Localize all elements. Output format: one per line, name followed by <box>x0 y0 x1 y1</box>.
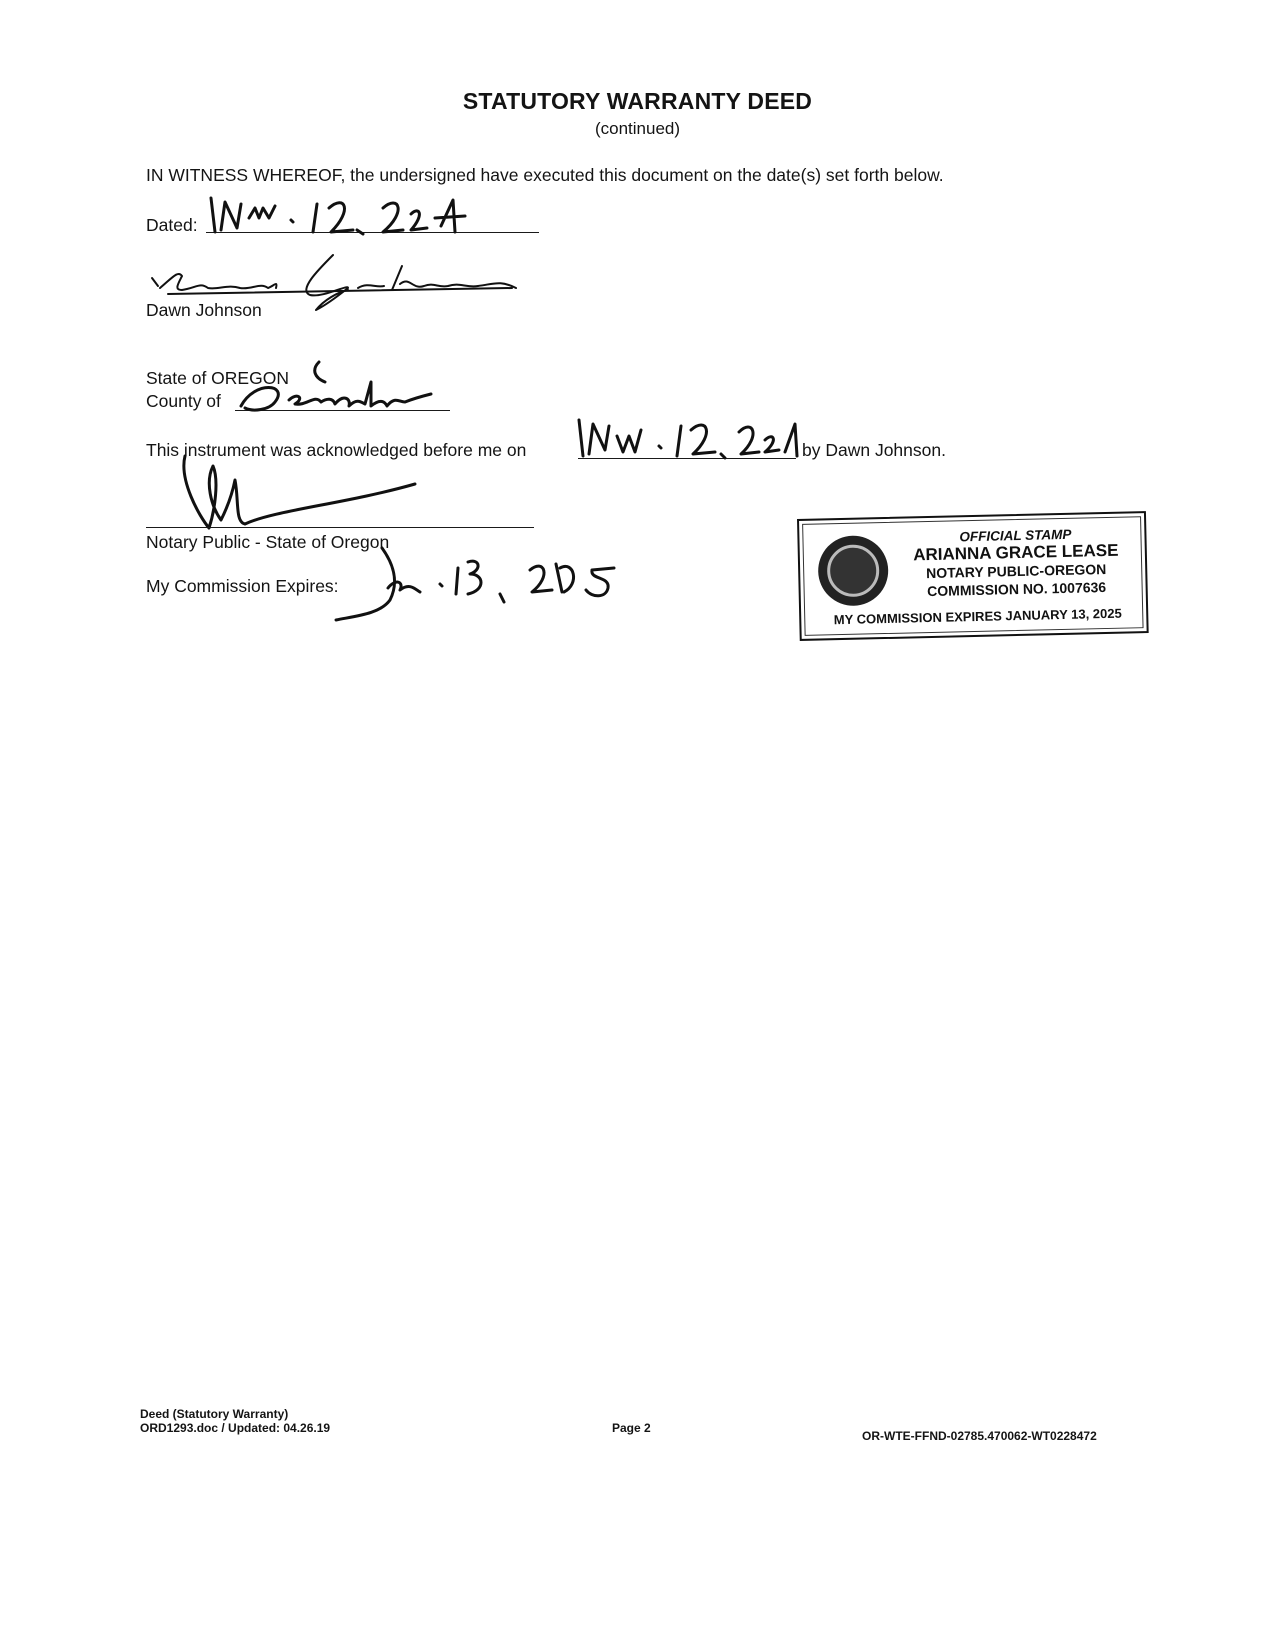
notary-signature-line <box>146 527 534 528</box>
stamp-heading: OFFICIAL STAMP <box>959 526 1072 545</box>
dated-label: Dated: <box>146 215 198 235</box>
oregon-state-seal-icon <box>817 535 889 607</box>
footer-form-code: ORD1293.doc / Updated: 04.26.19 <box>140 1421 331 1435</box>
handwritten-commission-date <box>330 540 630 630</box>
acknowledgment-prefix: This instrument was acknowledged before me on <box>146 440 527 460</box>
stamp-expiration: MY COMMISSION EXPIRES JANUARY 13, 2025 <box>833 605 1122 628</box>
stamp-notary-name: ARIANNA GRACE LEASE <box>912 540 1119 565</box>
state-line: State of OREGON <box>146 368 289 388</box>
stamp-commission-number: COMMISSION NO. 1007636 <box>927 579 1107 600</box>
footer-reference-number: OR-WTE-FFND-02785.470062-WT0228472 <box>862 1429 1097 1443</box>
official-notary-stamp <box>797 511 1149 641</box>
document-subtitle: (continued) <box>594 119 681 138</box>
commission-label: My Commission Expires: <box>146 576 339 596</box>
county-label: County of <box>146 391 221 411</box>
handwritten-county-value <box>235 358 455 420</box>
signer-name: Dawn Johnson <box>146 300 262 320</box>
footer-page-number: Page 2 <box>612 1421 651 1435</box>
document-title: STATUTORY WARRANTY DEED <box>462 88 813 114</box>
footer-form-name: Deed (Statutory Warranty) <box>140 1407 289 1421</box>
acknowledgment-suffix: by Dawn Johnson. <box>802 440 946 460</box>
stamp-notary-title: NOTARY PUBLIC-OREGON <box>925 560 1107 582</box>
witness-clause: IN WITNESS WHEREOF, the undersigned have executed this document on the date(s) set forth below. <box>146 165 944 185</box>
handwritten-dated-value <box>205 190 475 240</box>
handwritten-acknowledgment-date <box>573 412 803 462</box>
notary-label: Notary Public - State of Oregon <box>146 532 390 552</box>
